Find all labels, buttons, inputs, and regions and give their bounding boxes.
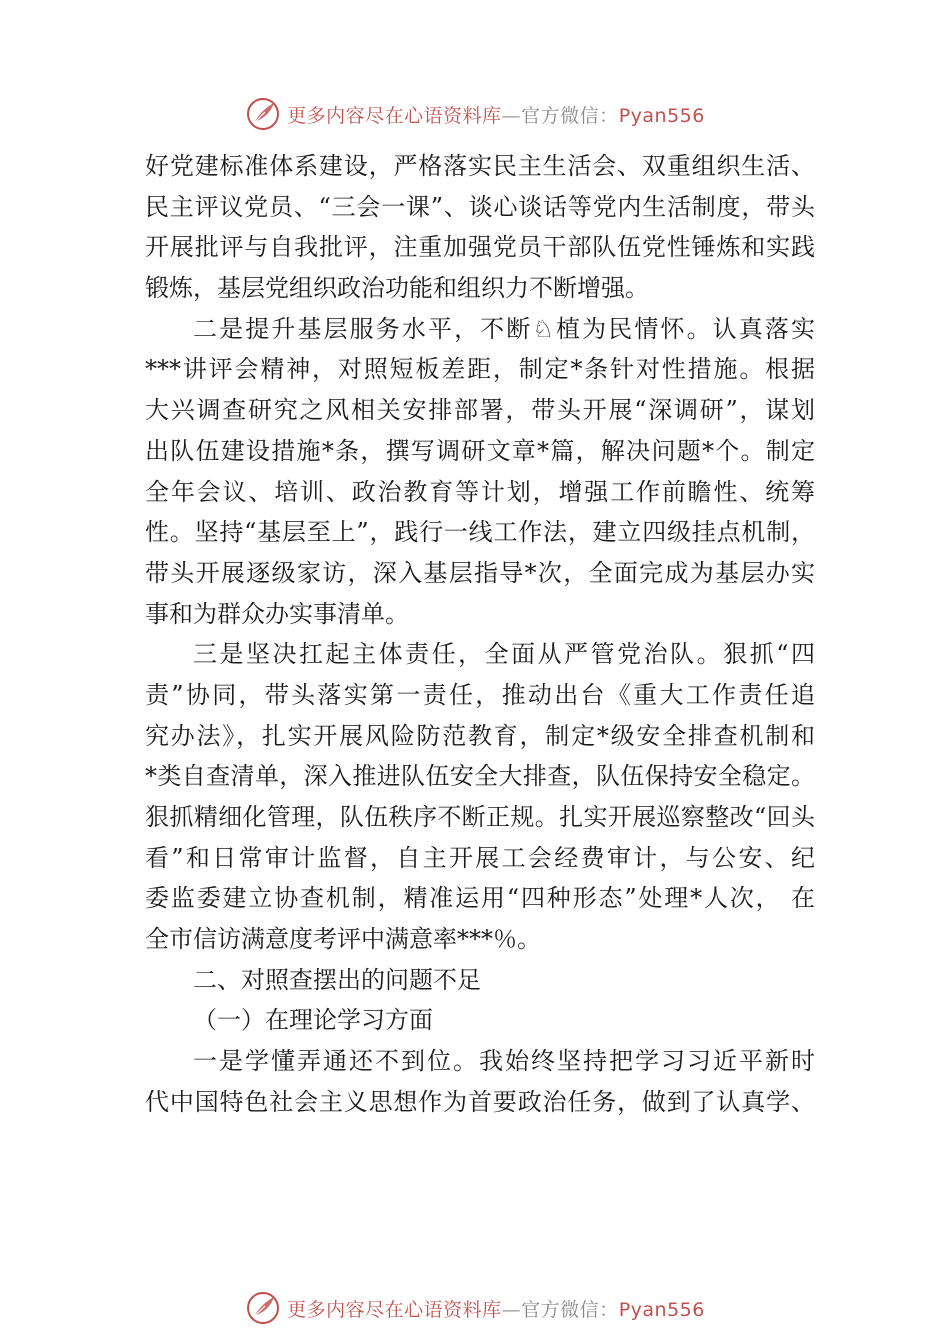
body-line: ***讲评会精神，对照短板差距，制定*条针对性措施。根据 <box>145 355 815 384</box>
watermark-separator: — <box>501 1298 522 1321</box>
body-line: 锻炼，基层党组织政治功能和组织力不断增强。 <box>145 274 649 303</box>
body-line: 全年会议、培训、政治教育等计划，增强工作前瞻性、统筹 <box>145 477 815 506</box>
body-line: 三是坚决扛起主体责任，全面从严管党治队。狠抓“四 <box>193 640 815 669</box>
body-line: 性。坚持“基层至上”，践行一线工作法，建立四级挂点机制， <box>145 518 815 547</box>
header-watermark <box>0 92 950 136</box>
body-line: 委监委建立协查机制，精准运用“四种形态”处理*人次， 在 <box>145 884 815 913</box>
document-body <box>145 146 815 1123</box>
body-line: *类自查清单，深入推进队伍安全大排查，队伍保持安全稳定。 <box>145 762 815 791</box>
watermark-main: 更多内容尽在心语资料库 <box>287 1298 502 1321</box>
body-line: 出队伍建设措施*条，撰写调研文章*篇，解决问题*个。制定 <box>145 436 815 465</box>
body-line: 狠抓精细化管理，队伍秩序不断正规。扎实开展巡察整改“回头 <box>145 803 815 831</box>
body-line: 开展批评与自我批评，注重加强党员干部队伍党性锤炼和实践 <box>145 233 815 262</box>
body-line: 全市信访满意度考评中满意率***％。 <box>145 925 541 954</box>
section-heading: 二、对照查摆出的问题不足 <box>193 965 481 994</box>
quill-logo-icon <box>245 1290 281 1326</box>
watermark-code: Pyan556 <box>618 104 705 127</box>
watermark-code: Pyan556 <box>618 1298 705 1321</box>
body-line: 一是学懂弄通还不到位。我始终坚持把学习习近平新时 <box>193 1047 815 1076</box>
watermark-label: 官方微信： <box>521 104 619 127</box>
body-line: 二是提升基层服务水平，不断♘植为民情怀。认真落实 <box>193 314 815 343</box>
body-line: 带头开展逐级家访，深入基层指导*次，全面完成为基层办实 <box>145 558 815 587</box>
watermark-text <box>287 1295 705 1322</box>
body-line: 究办法》，扎实开展风险防范教育，制定*级安全排查机制和 <box>145 721 815 750</box>
body-line: 好党建标准体系建设，严格落实民主生活会、双重组织生活、 <box>145 152 815 180</box>
watermark-separator: — <box>501 104 522 127</box>
footer-watermark <box>0 1286 950 1330</box>
body-line: 责”协同，带头落实第一责任，推动出台《重大工作责任追 <box>145 680 815 709</box>
body-line: 民主评议党员、“三会一课”、谈心谈话等党内生活制度，带头 <box>145 192 815 221</box>
watermark-main: 更多内容尽在心语资料库 <box>287 104 502 127</box>
watermark-label: 官方微信： <box>521 1298 619 1321</box>
watermark-text <box>287 101 705 128</box>
body-line: 事和为群众办实事清单。 <box>145 599 409 628</box>
body-line: 看”和日常审计监督，自主开展工会经费审计，与公安、纪 <box>145 843 815 872</box>
body-line: 代中国特色社会主义思想作为首要政治任务，做到了认真学、 <box>145 1087 815 1116</box>
quill-logo-icon <box>245 96 281 132</box>
subsection-heading: （一）在理论学习方面 <box>193 1006 433 1035</box>
body-line: 大兴调查研究之风相关安排部署，带头开展“深调研”，谋划 <box>145 396 815 425</box>
